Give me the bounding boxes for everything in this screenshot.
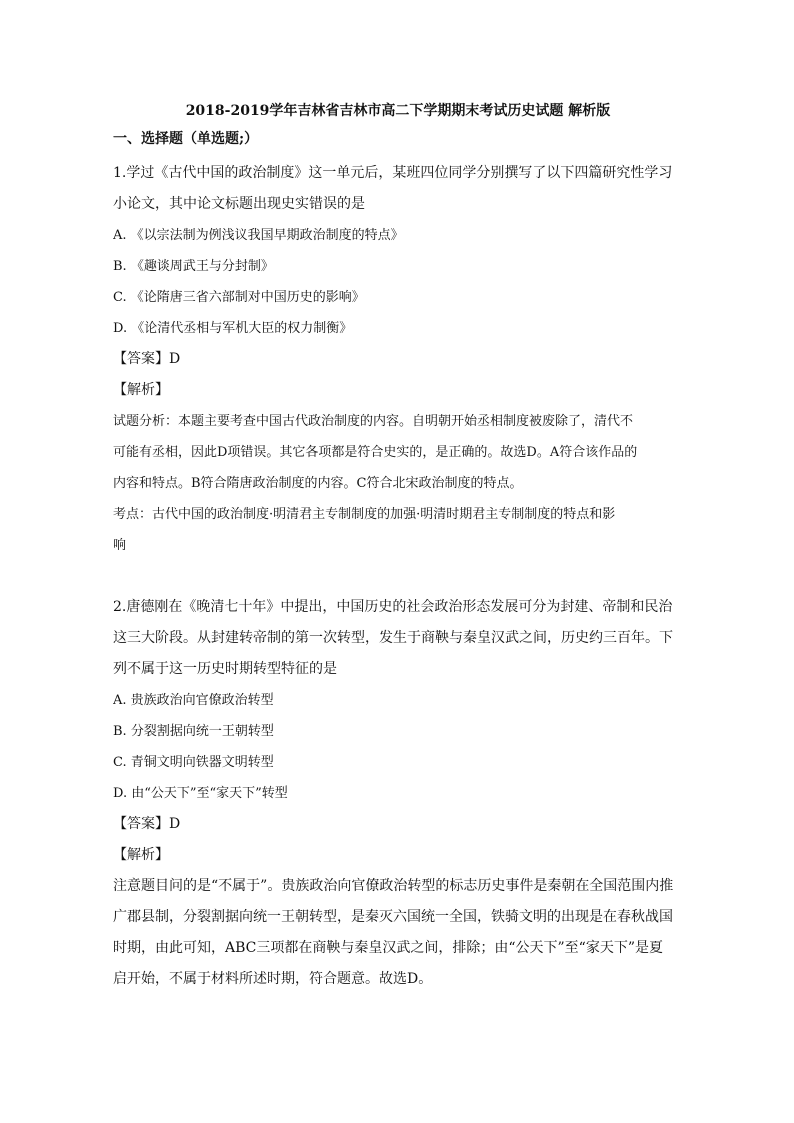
q1-kaodian-line: 响 (113, 538, 127, 553)
section-heading: 一、选择题（单选题;） (113, 131, 259, 147)
q1-analysis-line: 可能有丞相，因此D项错误。其它各项都是符合史实的，是正确的。故选D。A符合该作品的 (113, 445, 638, 460)
q2-stem-line: 2.唐德刚在《晚清七十年》中提出，中国历史的社会政治形态发展可分为封建、帝制和民治 (113, 599, 673, 615)
q2-analysis-line: 广郡县制，分裂割据向统一王朝转型，是秦灭六国统一全国，铁骑文明的出现是在春秋战国 (113, 909, 673, 925)
q1-answer: 【答案】D (113, 351, 181, 367)
q2-stem-line: 这三大阶段。从封建转帝制的第一次转型，发生于商鞅与秦皇汉武之间，历史约三百年。下 (113, 630, 673, 646)
spacer (113, 561, 683, 592)
q1-stem-line: 小论文，其中论文标题出现史实错误的是 (113, 196, 365, 212)
q2-analysis-label: 【解析】 (113, 847, 169, 863)
q1-option-a: A. 《以宗法制为例浅议我国早期政治制度的特点》 (113, 228, 404, 243)
q2-analysis-line: 时期，由此可知，ABC三项都在商鞅与秦皇汉武之间，排除；由“公天下”至“家天下”是夏 (113, 940, 663, 956)
q2-option-c: C. 青铜文明向铁器文明转型 (113, 755, 274, 770)
document-page (113, 100, 683, 995)
q1-analysis-line: 内容和特点。B符合隋唐政治制度的内容。C符合北宋政治制度的特点。 (113, 476, 523, 491)
q2-option-a: A. 贵族政治向官僚政治转型 (113, 693, 274, 708)
q2-option-d: D. 由“公天下”至“家天下”转型 (113, 786, 288, 801)
document-title: 2018-2019学年吉林省吉林市高二下学期期末考试历史试题 解析版 (185, 103, 611, 119)
q2-option-b: B. 分裂割据向统一王朝转型 (113, 724, 274, 739)
q1-kaodian-line: 考点：古代中国的政治制度·明清君主专制制度的加强·明清时期君主专制制度的特点和影 (113, 507, 616, 522)
q2-analysis-line: 注意题目问的是“不属于”。贵族政治向官僚政治转型的标志历史事件是秦朝在全国范围内推 (113, 878, 674, 894)
q1-stem-line: 1.学过《古代中国的政治制度》这一单元后，某班四位同学分别撰写了以下四篇研究性学习 (113, 165, 673, 181)
q1-option-c: C. 《论隋唐三省六部制对中国历史的影响》 (113, 290, 365, 305)
q1-option-d: D. 《论清代丞相与军机大臣的权力制衡》 (113, 321, 353, 336)
q2-analysis-line: 启开始，不属于材料所述时期，符合题意。故选D。 (113, 971, 433, 987)
question-1 (113, 158, 683, 561)
question-2 (113, 592, 683, 995)
q1-option-b: B. 《趣谈周武王与分封制》 (113, 259, 274, 274)
q1-analysis-line: 试题分析：本题主要考查中国古代政治制度的内容。自明朝开始丞相制度被废除了，清代不 (113, 414, 634, 429)
q1-analysis-label: 【解析】 (113, 382, 169, 398)
q2-answer: 【答案】D (113, 816, 181, 832)
q2-stem-line: 列不属于这一历史时期转型特征的是 (113, 661, 337, 677)
